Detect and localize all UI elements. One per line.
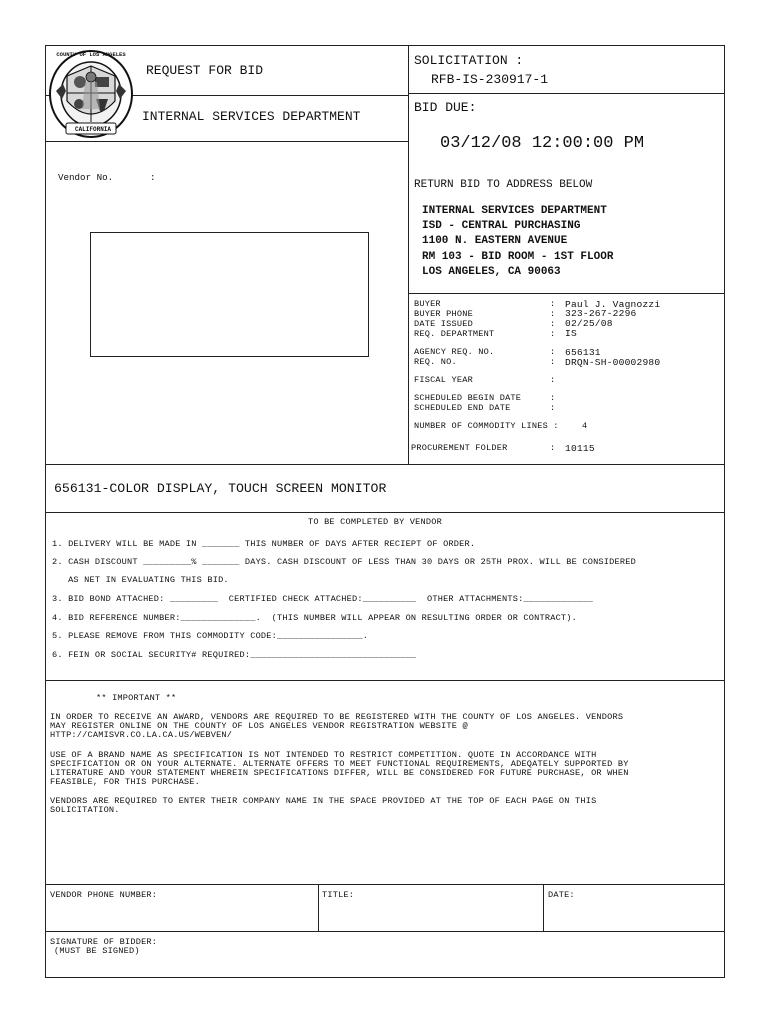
- procurement-folder-label: PROCUREMENT FOLDER: [411, 443, 508, 453]
- return-address-label: RETURN BID TO ADDRESS BELOW: [414, 179, 593, 191]
- important-heading: ** IMPORTANT **: [96, 693, 177, 703]
- date-field[interactable]: [544, 885, 724, 931]
- vendor-number-colon: :: [150, 172, 156, 183]
- address-line: LOS ANGELES, CA 90063: [422, 266, 561, 278]
- department-name: INTERNAL SERVICES DEPARTMENT: [142, 109, 361, 124]
- agency-req-no-value: 656131: [565, 347, 601, 358]
- list-item[interactable]: 3. BID BOND ATTACHED: _________ CERTIFIED CHECK ATTACHED:__________ OTHER ATTACHMENTS:_____________: [52, 594, 594, 604]
- req-no-value: DRQN-SH-00002980: [565, 357, 661, 368]
- date-issued-label: DATE ISSUED: [414, 319, 473, 329]
- buyer-phone-value: 323-267-2296: [565, 308, 637, 319]
- commodity-lines-label: NUMBER OF COMMODITY LINES :: [414, 421, 559, 431]
- fiscal-year-label: FISCAL YEAR: [414, 375, 473, 385]
- date-label: DATE:: [548, 890, 575, 900]
- form-title: REQUEST FOR BID: [146, 63, 264, 78]
- vendor-phone-label: VENDOR PHONE NUMBER:: [50, 890, 158, 900]
- procurement-folder-value: 10115: [565, 443, 595, 454]
- info-colon: :: [550, 329, 556, 339]
- info-colon: :: [550, 299, 556, 309]
- list-item[interactable]: 6. FEIN OR SOCIAL SECURITY# REQUIRED:_______________________________: [52, 650, 417, 660]
- date-issued-value: 02/25/08: [565, 318, 613, 329]
- note-line: FEASIBLE, FOR THIS PURCHASE.: [50, 777, 200, 787]
- req-department-value: IS: [565, 328, 577, 339]
- list-item[interactable]: 4. BID REFERENCE NUMBER:______________. (THIS NUMBER WILL APPEAR ON RESULTING ORDER OR CONTRACT).: [52, 613, 577, 623]
- note-line: HTTP://CAMISVR.CO.LA.CA.US/WEBVEN/: [50, 730, 233, 740]
- list-item[interactable]: 1. DELIVERY WILL BE MADE IN _______ THIS NUMBER OF DAYS AFTER RECIEPT OF ORDER.: [52, 539, 476, 549]
- scheduled-end-label: SCHEDULED END DATE: [414, 403, 511, 413]
- signature-field[interactable]: [46, 932, 724, 977]
- scheduled-begin-label: SCHEDULED BEGIN DATE: [414, 393, 522, 403]
- vendor-phone-field[interactable]: [46, 885, 318, 931]
- address-line: 1100 N. EASTERN AVENUE: [422, 235, 568, 247]
- vendor-section-heading: TO BE COMPLETED BY VENDOR: [308, 517, 442, 527]
- note-line: IN ORDER TO RECEIVE AN AWARD, VENDORS ARE REQUIRED TO BE REGISTERED WITH THE COUNTY OF LOS ANGELES. VENDORS: [50, 712, 624, 722]
- buyer-value: Paul J. Vagnozzi: [565, 299, 661, 310]
- note-line: SPECIFICATION OR ON YOUR ALTERNATE. ALTERNATE OFFERS TO MEET FUNCTIONAL REQUIREMENTS, ADEQATELY SUPPORTED BY: [50, 759, 629, 769]
- address-line: ISD - CENTRAL PURCHASING: [422, 220, 581, 232]
- commodity-title: 656131-COLOR DISPLAY, TOUCH SCREEN MONITOR: [54, 481, 387, 496]
- note-line: MAY REGISTER ONLINE ON THE COUNTY OF LOS ANGELES VENDOR REGISTRATION WEBSITE @: [50, 721, 468, 731]
- title-label: TITLE:: [322, 890, 355, 900]
- vendor-number-label: Vendor No.: [58, 172, 114, 183]
- info-colon: :: [550, 347, 556, 357]
- info-colon: :: [550, 403, 556, 413]
- seal-bottom-text: CALIFORNIA: [74, 126, 111, 133]
- bid-due-value: 03/12/08 12:00:00 PM: [440, 134, 645, 153]
- info-colon: :: [550, 443, 556, 453]
- seal-top-text: COUNTY OF LOS ANGELES: [56, 51, 126, 58]
- note-line: VENDORS ARE REQUIRED TO ENTER THEIR COMPANY NAME IN THE SPACE PROVIDED AT THE TOP OF EACH PAGE ON THIS: [50, 796, 597, 806]
- info-colon: :: [550, 319, 556, 329]
- list-item: AS NET IN EVALUATING THIS BID.: [52, 575, 229, 585]
- req-department-label: REQ. DEPARTMENT: [414, 329, 495, 339]
- commodity-lines-value: 4: [582, 421, 588, 431]
- buyer-phone-label: BUYER PHONE: [414, 309, 473, 319]
- address-line: INTERNAL SERVICES DEPARTMENT: [422, 205, 607, 217]
- solicitation-number: RFB-IS-230917-1: [431, 72, 549, 87]
- signature-note: (MUST BE SIGNED): [54, 946, 140, 956]
- list-item[interactable]: 2. CASH DISCOUNT _________% _______ DAYS. CASH DISCOUNT OF LESS THAN 30 DAYS OR 25TH PROX. WILL BE CONSIDERED: [52, 557, 636, 567]
- buyer-label: BUYER: [414, 299, 441, 309]
- vendor-name-address-box[interactable]: [90, 232, 369, 357]
- info-colon: :: [550, 393, 556, 403]
- agency-req-no-label: AGENCY REQ. NO.: [414, 347, 495, 357]
- signature-label: SIGNATURE OF BIDDER:: [50, 937, 158, 947]
- address-line: RM 103 - BID ROOM - 1ST FLOOR: [422, 251, 614, 263]
- note-line: SOLICITATION.: [50, 805, 120, 815]
- solicitation-label: SOLICITATION :: [414, 53, 524, 68]
- info-colon: :: [550, 357, 556, 367]
- note-line: LITERATURE AND YOUR STATEMENT WHEREIN SPECIFICATIONS DIFFER, WILL BE CONSIDERED FOR FUTURE PURCHASE, OR WHEN: [50, 768, 629, 778]
- bid-due-label: BID DUE:: [414, 100, 477, 115]
- list-item[interactable]: 5. PLEASE REMOVE FROM THIS COMMODITY CODE:________________.: [52, 631, 369, 641]
- info-colon: :: [550, 309, 556, 319]
- info-colon: :: [550, 375, 556, 385]
- title-field[interactable]: [319, 885, 543, 931]
- req-no-label: REQ. NO.: [414, 357, 457, 367]
- note-line: USE OF A BRAND NAME AS SPECIFICATION IS NOT INTENDED TO RESTRICT COMPETITION. QUOTE IN ACCORDANCE WITH: [50, 750, 597, 760]
